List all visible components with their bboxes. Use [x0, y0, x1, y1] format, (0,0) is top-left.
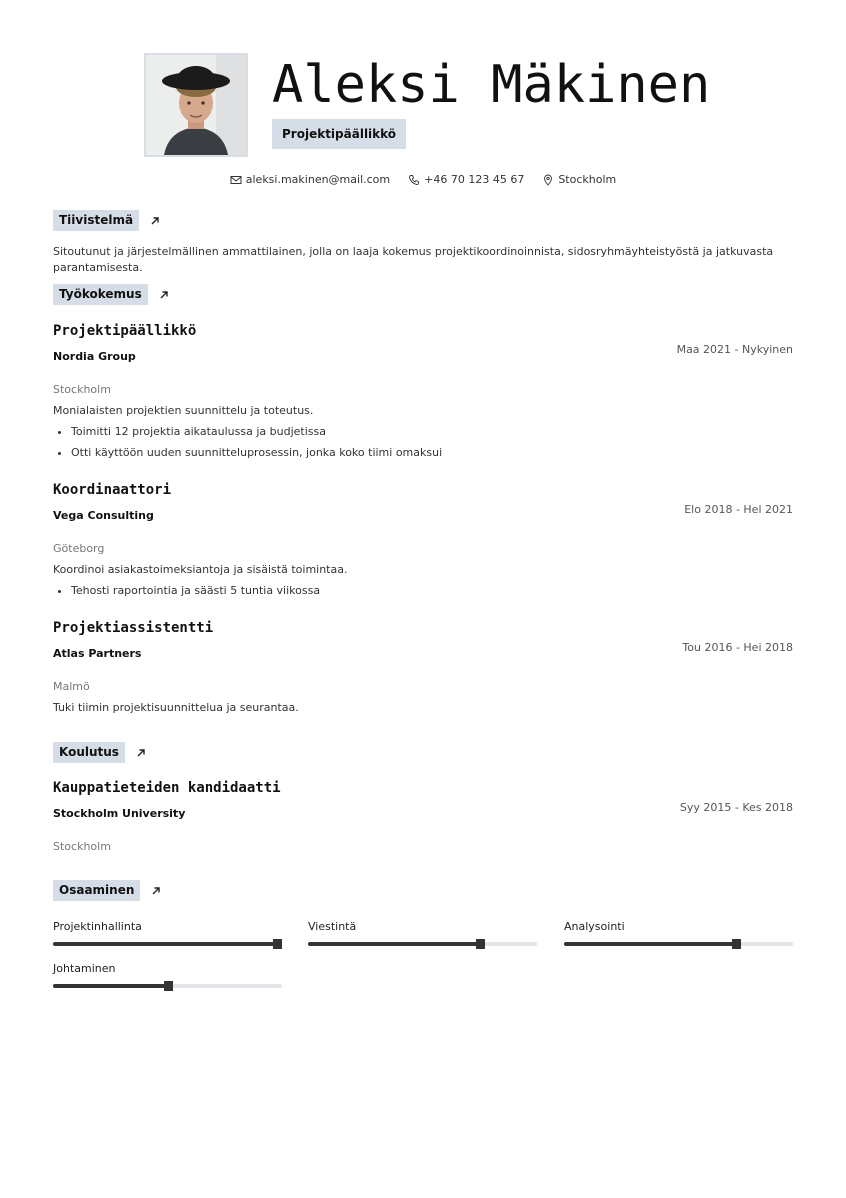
section-education-header — [53, 742, 147, 763]
job-description: Tuki tiimin projektisuunnittelua ja seurantaa. — [53, 701, 299, 714]
skill-item — [564, 920, 793, 946]
contact-phone-text: +46 70 123 45 67 — [424, 173, 525, 186]
section-skills-header — [53, 880, 162, 901]
education-location: Stockholm — [53, 840, 111, 853]
arrow-up-right-icon[interactable] — [135, 747, 147, 759]
skill-level-fill — [564, 942, 736, 946]
contact-phone[interactable] — [408, 172, 524, 188]
arrow-up-right-icon[interactable] — [150, 885, 162, 897]
phone-icon — [408, 174, 420, 186]
arrow-up-right-icon[interactable] — [149, 215, 161, 227]
skill-name: Viestintä — [308, 920, 357, 933]
section-experience-header — [53, 284, 170, 305]
skill-name: Analysointi — [564, 920, 625, 933]
skill-level-bar — [53, 942, 282, 946]
candidate-name: Aleksi Mäkinen — [272, 55, 711, 115]
job-location: Göteborg — [53, 542, 105, 555]
arrow-up-right-icon[interactable] — [158, 289, 170, 301]
job-title: Koordinaattori — [53, 482, 172, 498]
skill-item — [308, 920, 537, 946]
job-bullets — [53, 583, 793, 599]
section-skills-title: Osaaminen — [53, 880, 140, 901]
job-location: Malmö — [53, 680, 90, 693]
skill-level-bar — [564, 942, 793, 946]
contact-location-text: Stockholm — [558, 173, 617, 186]
job-entry — [53, 321, 793, 466]
job-description: Koordinoi asiakastoimeksiantoja ja sisäistä toimintaa. — [53, 563, 348, 576]
section-summary-title: Tiivistelmä — [53, 210, 139, 231]
job-description: Monialaisten projektien suunnittelu ja toteutus. — [53, 404, 314, 417]
skill-name: Projektinhallinta — [53, 920, 142, 933]
skill-item — [53, 920, 282, 946]
contact-email-text: aleksi.makinen@mail.com — [245, 173, 391, 186]
section-summary-header — [53, 210, 161, 231]
skill-level-knob — [164, 981, 173, 991]
location-pin-icon — [542, 174, 554, 186]
job-company: Vega Consulting — [53, 509, 154, 522]
job-location: Stockholm — [53, 383, 111, 396]
education-date: Syy 2015 - Kes 2018 — [679, 801, 793, 814]
job-bullet: • Otti käyttöön uuden suunnitteluprosessin, jonka koko tiimi omaksui — [71, 445, 793, 461]
job-bullet: • Tehosti raportointia ja säästi 5 tuntia viikossa — [71, 583, 793, 599]
skill-level-knob — [732, 939, 741, 949]
job-date: Tou 2016 - Hei 2018 — [682, 641, 793, 654]
skill-level-knob — [476, 939, 485, 949]
job-title: Projektipäällikkö — [53, 323, 197, 339]
job-date: Elo 2018 - Hel 2021 — [684, 503, 793, 516]
skill-level-bar — [308, 942, 537, 946]
job-bullet: • Toimitti 12 projektia aikataulussa ja budjetissa — [71, 424, 793, 440]
job-title-badge: Projektipäällikkö — [272, 119, 406, 149]
job-entry — [53, 618, 793, 716]
job-date: Maa 2021 - Nykyinen — [676, 343, 793, 356]
contact-location — [542, 172, 616, 188]
skill-level-fill — [53, 942, 282, 946]
skill-level-bar — [53, 984, 282, 988]
skill-item — [53, 962, 282, 988]
profile-photo — [144, 53, 248, 157]
contact-row — [0, 172, 846, 188]
skill-name: Johtaminen — [53, 962, 116, 975]
job-entry — [53, 480, 793, 604]
mail-icon — [230, 174, 242, 186]
education-entry — [53, 778, 793, 855]
skill-level-fill — [53, 984, 168, 988]
job-title: Projektiassistentti — [53, 620, 214, 636]
job-company: Nordia Group — [53, 350, 136, 363]
skill-level-knob — [273, 939, 282, 949]
education-degree: Kauppatieteiden kandidaatti — [53, 780, 281, 796]
section-education-title: Koulutus — [53, 742, 125, 763]
job-company: Atlas Partners — [53, 647, 142, 660]
profile-photo-image — [146, 55, 246, 155]
job-bullets — [53, 424, 793, 461]
summary-text: Sitoutunut ja järjestelmällinen ammattilainen, jolla on laaja kokemus projektikoordinoinnista, sidosryhmäyhteistyöstä ja jatkuvasta parantamisesta. — [53, 245, 774, 274]
contact-email[interactable] — [230, 172, 390, 188]
skill-level-fill — [308, 942, 480, 946]
section-experience-title: Työkokemus — [53, 284, 148, 305]
education-school: Stockholm University — [53, 807, 186, 820]
